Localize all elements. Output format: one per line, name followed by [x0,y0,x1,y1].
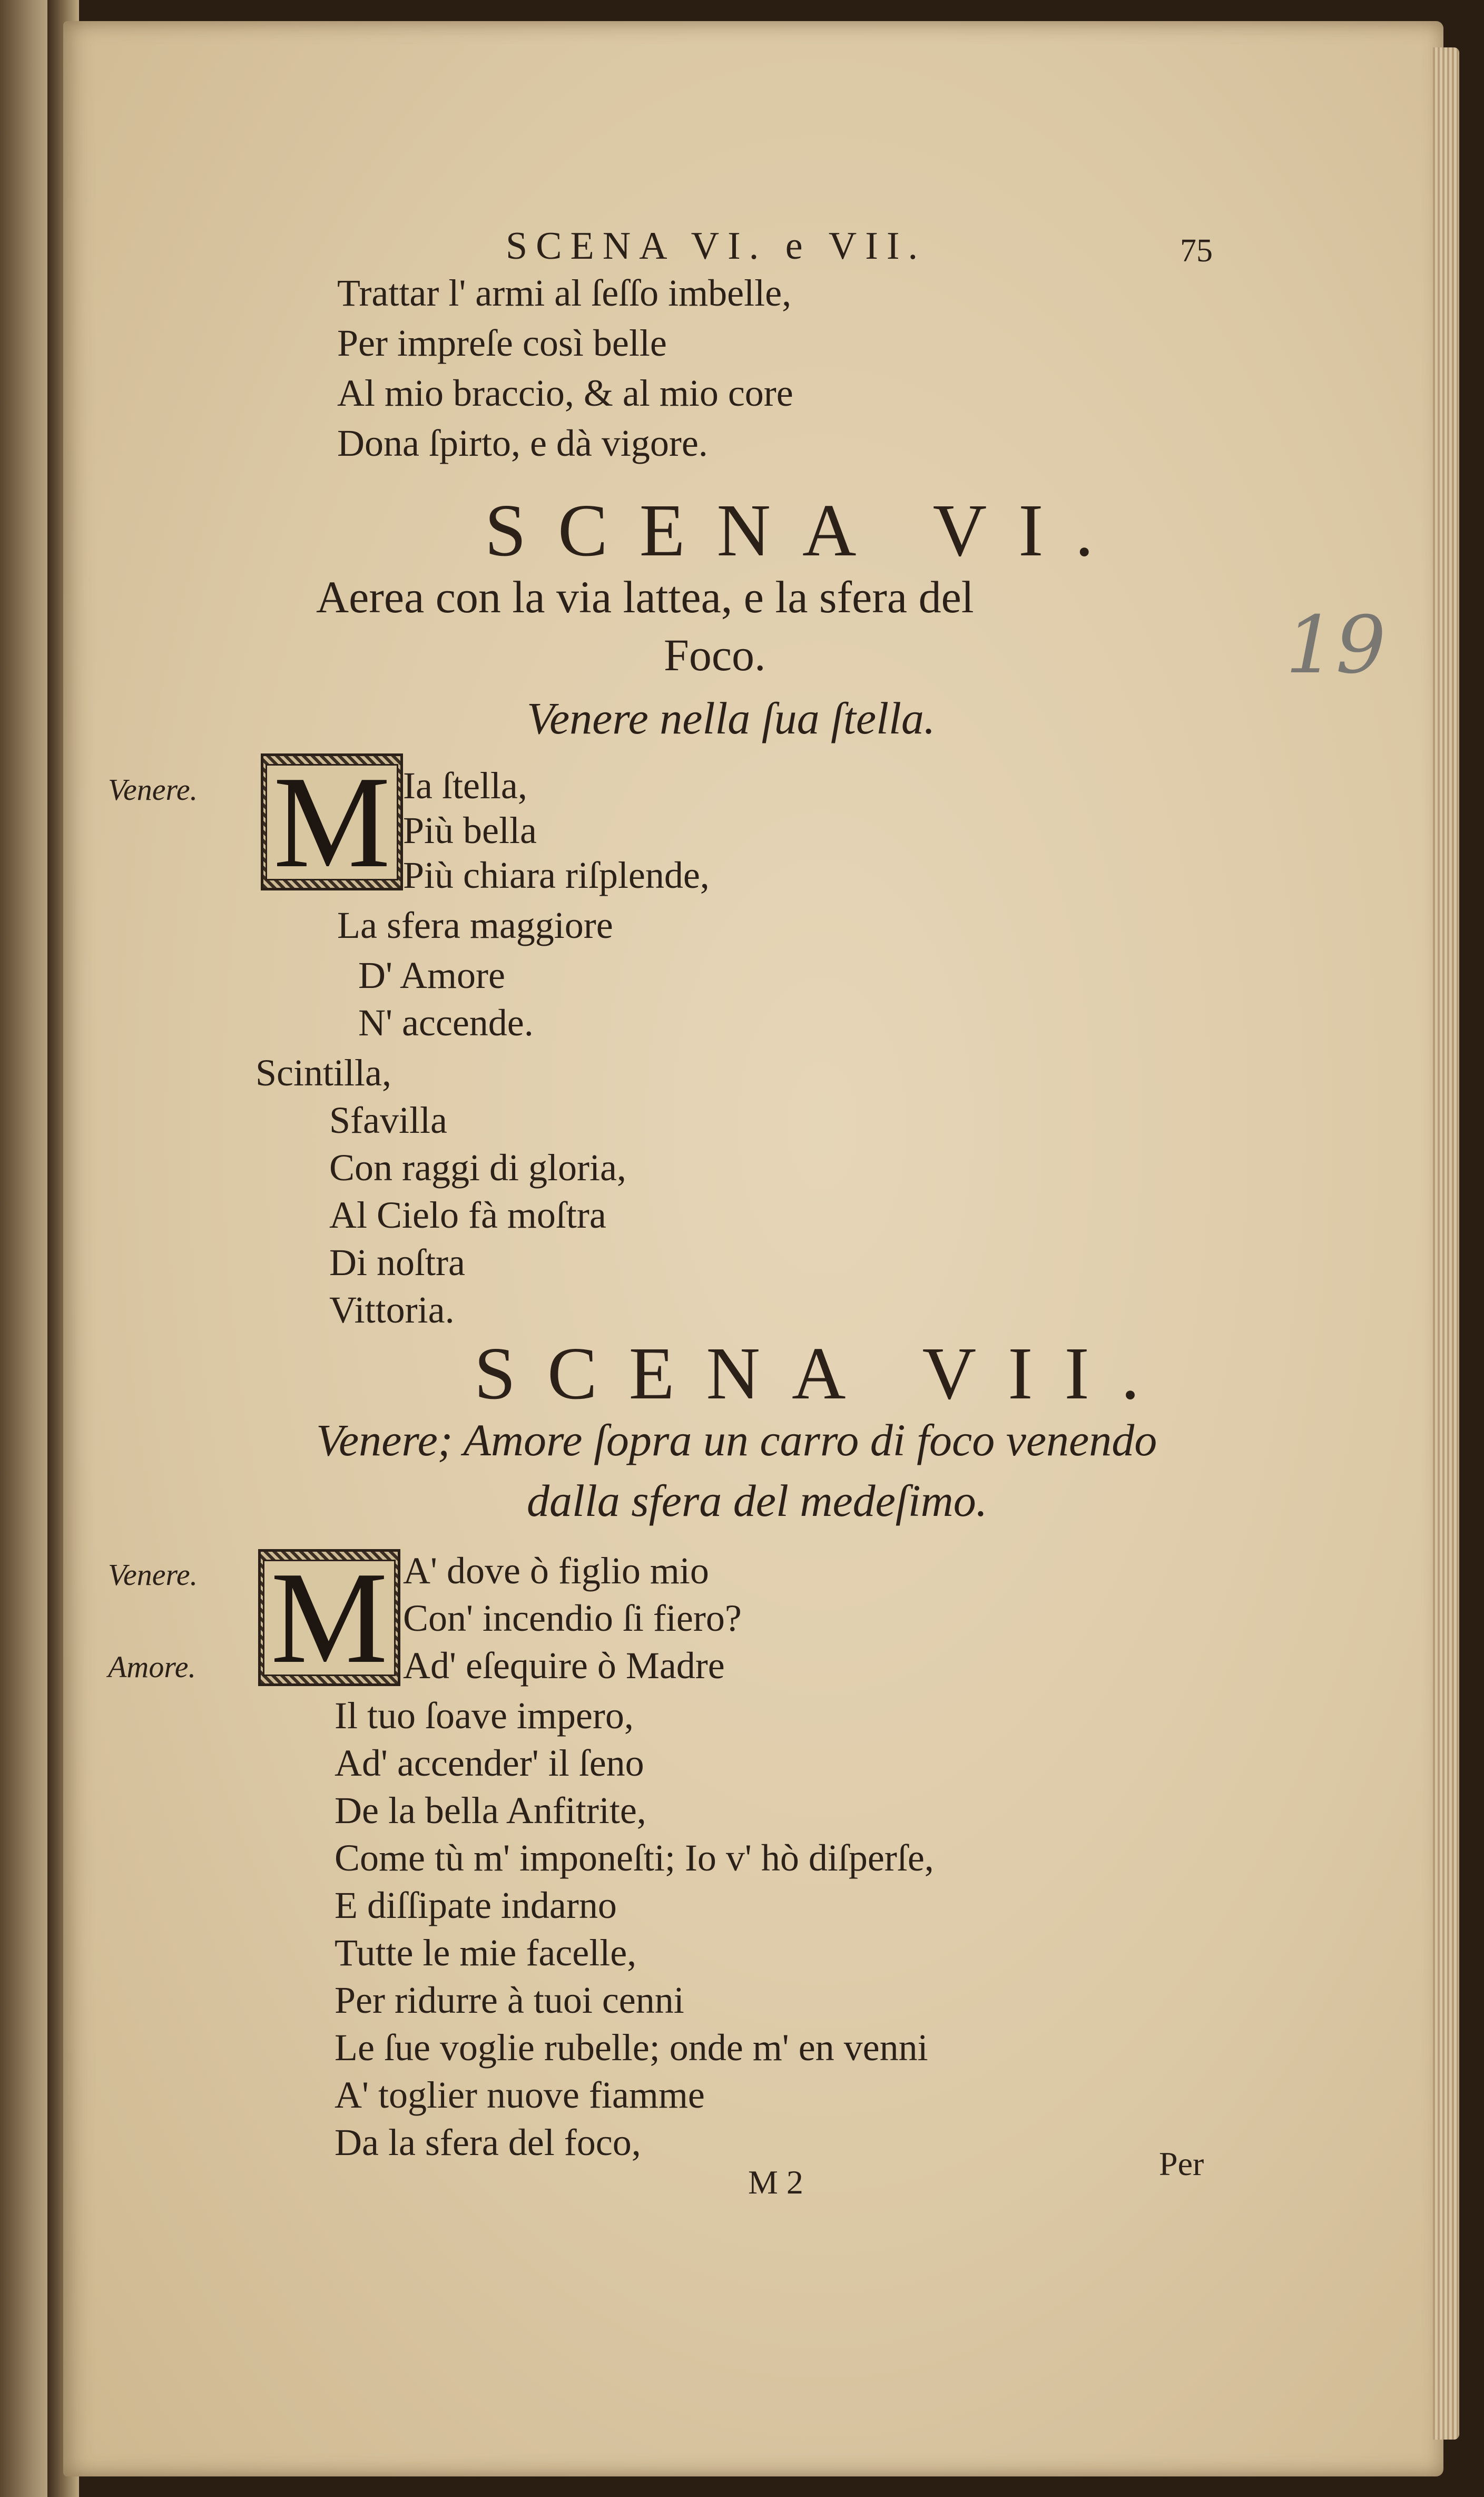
running-head: SCENA VI. e VII. [506,224,926,268]
pencil-folio-note: 19 [1285,600,1386,691]
verse-line: E diſſipate indarno [335,1884,617,1926]
verse-line: Al Cielo fà moſtra [329,1194,606,1236]
verse-line: Di noſtra [329,1241,465,1284]
verse-line: Con' incendio ſi fiero? [403,1597,742,1639]
scene-6-setting: Aerea con la via lattea, e la sfera del [316,572,974,622]
verse-line: Con raggi di gloria, [329,1147,626,1189]
verse-line: Più bella [403,809,537,851]
verse-line: Da la sfera del foco, [335,2121,641,2163]
scene-6-direction: Venere nella ſua ſtella. [527,693,936,743]
verse-line: Scintilla, [255,1052,391,1094]
verse-line: Più chiara riſplende, [403,854,710,896]
scene-7-direction: Venere; Amore ſopra un carro di foco venendo [316,1415,1157,1465]
verse-line: A' toglier nuove fiamme [335,2074,705,2116]
verse-line: Trattar l' armi al ſeſſo imbelle, [337,272,792,314]
verse-line: Tutte le mie facelle, [335,1932,637,1974]
verse-line: Ia ſtella, [403,765,527,807]
scene-7-direction-cont: dalla sfera del medeſimo. [527,1475,988,1526]
speaker-label: Venere. [108,1558,198,1592]
page-number: 75 [1180,233,1213,269]
verse-line: Ad' eſequire ò Madre [403,1644,725,1687]
catchword: Per [1159,2145,1204,2182]
verse-line: La sfera maggiore [337,904,613,946]
verse-line: Vittoria. [329,1289,455,1331]
page-stack-edge [1433,47,1459,2440]
speaker-label: Amore. [108,1650,196,1684]
verse-line: Dona ſpirto, e dà vigore. [337,422,708,464]
verse-line: Per ridurre à tuoi cenni [335,1979,684,2021]
verse-line: Le ſue voglie rubelle; onde m' en venni [335,2026,928,2069]
verse-line: De la bella Anfitrite, [335,1789,646,1832]
scene-6-setting-cont: Foco. [664,630,766,680]
decorated-initial: M [258,1549,400,1686]
verse-line: Al mio braccio, & al mio core [337,372,793,414]
verse-line: Sfavilla [329,1099,447,1141]
signature-mark: M 2 [748,2163,803,2201]
verse-line: Come tù m' imponeſti; Io v' hò diſperſe, [335,1837,934,1879]
scene-6-title: SCENA VI. [485,488,1125,572]
verse-line: D' Amore [358,954,505,996]
speaker-label: Venere. [108,772,198,807]
verse-line: Il tuo ſoave impero, [335,1695,634,1737]
scene-7-title: SCENA VII. [474,1331,1172,1415]
verse-line: Ad' accender' il ſeno [335,1742,644,1784]
verse-line: Per impreſe così belle [337,322,667,364]
decorated-initial: M [261,753,403,890]
verse-line: A' dove ò figlio mio [403,1550,709,1592]
verse-line: N' accende. [358,1002,534,1044]
